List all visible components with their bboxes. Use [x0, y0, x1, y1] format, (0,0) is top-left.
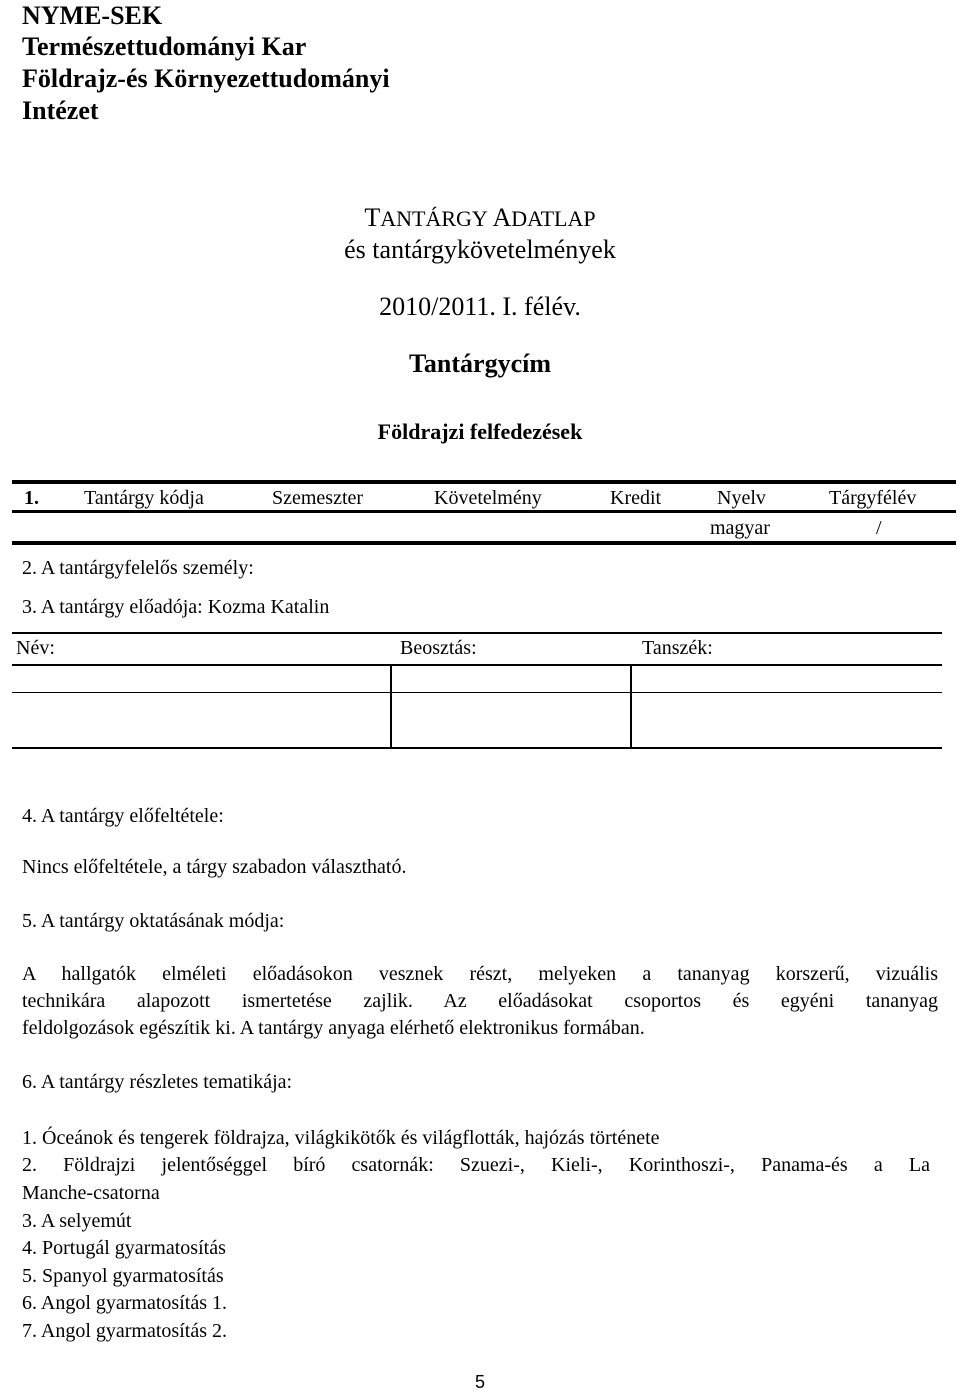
language-value: magyar	[710, 517, 770, 539]
page-number: 5	[474, 1372, 485, 1392]
list-item: 7. Angol gyarmatosítás 2.	[22, 1320, 227, 1342]
col-course-code: Tantárgy kódja	[84, 487, 204, 509]
institute-name-line1: Földrajz-és Környezettudományi	[22, 64, 390, 93]
document-subtitle: és tantárgykövetelmények	[344, 235, 616, 264]
col-position: Beosztás:	[400, 637, 477, 659]
col-semester: Szemeszter	[272, 487, 364, 509]
list-item: 4. Portugál gyarmatosítás	[22, 1237, 226, 1259]
table-top-rule	[12, 480, 956, 484]
semester: 2010/2011. I. félév.	[379, 292, 581, 321]
lecturer-label: 3. A tantárgy előadója: Kozma Katalin	[22, 596, 330, 618]
institution-name: NYME-SEK	[22, 1, 163, 30]
section-number: 1.	[24, 487, 39, 509]
faculty-name: Természettudományi Kar	[22, 32, 307, 61]
responsible-person-label: 2. A tantárgyfelelős személy:	[22, 557, 254, 579]
col-language: Nyelv	[717, 487, 766, 509]
term-value: /	[876, 517, 882, 539]
list-item: 1. Óceánok és tengerek földrajza, világkikötők és világflották, hajózás története	[22, 1127, 660, 1149]
list-item: 3. A selyemút	[22, 1210, 132, 1232]
lecturer-table-row-rule	[12, 692, 942, 693]
lecturer-table-header-rule	[12, 664, 942, 666]
lecturer-table-divider-2	[630, 666, 632, 749]
prerequisite-text: Nincs előfeltétele, a tárgy szabadon választható.	[22, 856, 407, 878]
col-department: Tanszék:	[642, 637, 713, 659]
document-title: TANTÁRGY ADATLAP	[364, 203, 596, 232]
syllabus-heading: 6. A tantárgy részletes tematikája:	[22, 1071, 293, 1093]
col-name: Név:	[16, 637, 55, 659]
col-term: Tárgyfélév	[829, 487, 917, 509]
list-item: 6. Angol gyarmatosítás 1.	[22, 1292, 227, 1314]
list-item: Manche-csatorna	[22, 1182, 160, 1204]
course-heading: Tantárgycím	[408, 349, 552, 378]
lecturer-table-top-rule	[12, 632, 942, 634]
list-item: 5. Spanyol gyarmatosítás	[22, 1265, 224, 1287]
institute-name-line2: Intézet	[22, 96, 99, 125]
teaching-method-line3: feldolgozások egészítik ki. A tantárgy anyaga elérhető elektronikus formában.	[22, 1017, 645, 1039]
table-header-rule	[12, 510, 956, 513]
teaching-method-line2: technikára alapozott ismertetése zajlik. Az előadásokat csoportos és egyéni tananyag	[22, 990, 938, 1012]
teaching-method-heading: 5. A tantárgy oktatásának módja:	[22, 910, 285, 932]
lecturer-table-divider-1	[390, 666, 392, 749]
table-bottom-rule	[12, 541, 956, 545]
lecturer-table-bottom-rule	[12, 747, 942, 749]
col-requirement: Követelmény	[434, 487, 542, 509]
teaching-method-line1: A hallgatók elméleti előadásokon vesznek részt, melyeken a tananyag korszerű, vizuális	[22, 963, 938, 985]
prerequisite-heading: 4. A tantárgy előfeltétele:	[22, 805, 224, 827]
list-item: 2. Földrajzi jelentőséggel bíró csatornák: Szuezi-, Kieli-, Korinthoszi-, Panama-és a La	[22, 1154, 930, 1176]
course-name: Földrajzi felfedezések	[377, 419, 583, 444]
col-credit: Kredit	[610, 487, 662, 509]
